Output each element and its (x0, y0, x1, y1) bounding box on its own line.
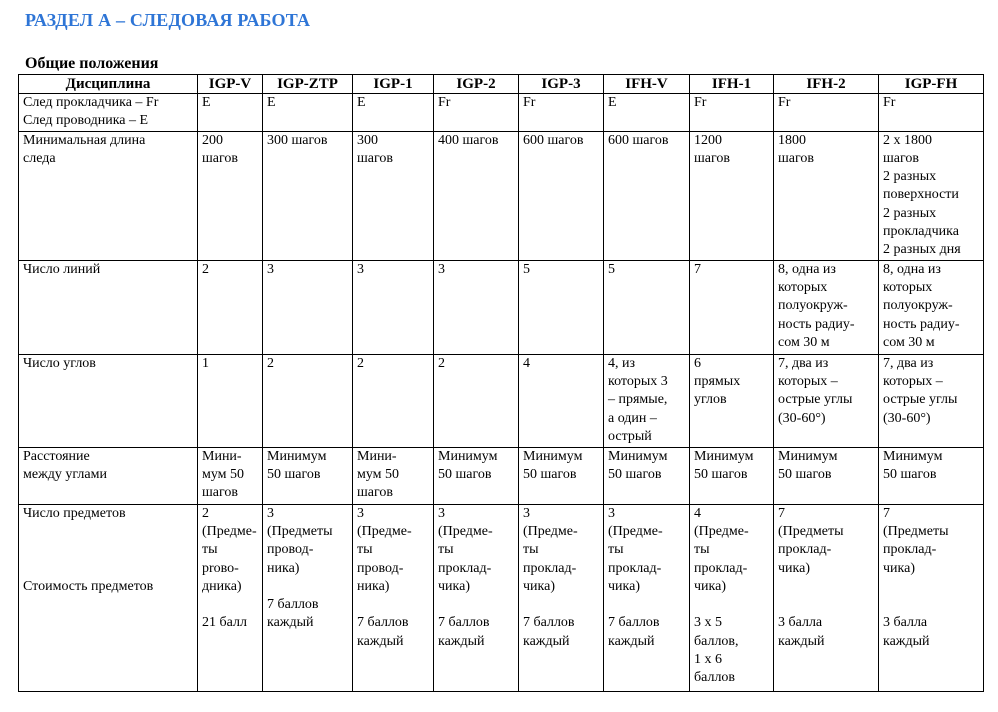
table-cell (774, 447, 879, 504)
cell-text: 2 (267, 355, 274, 371)
row-label (19, 354, 198, 447)
cell-text: 7, два из которых – острые углы (30-60°) (883, 355, 958, 426)
table-cell (353, 94, 434, 132)
cell-text: Минимум 50 шагов (438, 448, 498, 482)
table-cell (879, 260, 984, 354)
cell-text: 1200 шагов (694, 132, 730, 166)
cell-text: Минимум 50 шагов (608, 448, 668, 482)
table-cell (690, 447, 774, 504)
table-cell (690, 131, 774, 260)
table-cell (198, 131, 263, 260)
table-cell (353, 504, 434, 691)
table-cell (774, 94, 879, 132)
table-cell (604, 131, 690, 260)
table-cell (198, 260, 263, 354)
cell-text: 3 (Предме- ты проклад- чика) 7 баллов каждый (523, 505, 578, 649)
cell-text: 300 шагов (357, 132, 393, 166)
cell-text: 7 (Предметы проклад- чика) 3 балла каждый (883, 505, 949, 649)
table-cell (434, 447, 519, 504)
row-label-text: Расстояние между углами (23, 448, 107, 482)
table-cell (434, 260, 519, 354)
cell-text: Fr (523, 95, 536, 110)
table-cell (774, 260, 879, 354)
row-label (19, 260, 198, 354)
table-cell (519, 354, 604, 447)
cell-text: Fr (694, 95, 707, 110)
cell-text: Минимум 50 шагов (267, 448, 327, 482)
table-cell (263, 131, 353, 260)
cell-text: 3 (267, 261, 274, 277)
header-col: IGP-2 (434, 75, 519, 94)
cell-text: 1800 шагов (778, 132, 814, 166)
table-cell (263, 94, 353, 132)
row-label-text: Минимальная длина следа (23, 132, 146, 166)
table-cell (604, 354, 690, 447)
row-label (19, 504, 198, 691)
table-cell (774, 504, 879, 691)
row-label (19, 94, 198, 132)
table-row (19, 504, 984, 691)
table-cell (519, 504, 604, 691)
cell-text: Минимум 50 шагов (883, 448, 943, 482)
cell-text: 2 (202, 261, 209, 277)
table-cell (879, 94, 984, 132)
cell-text: E (202, 95, 211, 110)
table-cell (263, 504, 353, 691)
cell-text: 6 прямых углов (694, 355, 741, 408)
row-label (19, 447, 198, 504)
cell-text: Минимум 50 шагов (778, 448, 838, 482)
subtitle: Общие положения (25, 55, 159, 72)
cell-text: 3 (Предме- ты провод- ника) 7 баллов каждый (357, 505, 412, 649)
cell-text: 4 (Предме- ты проклад- чика) 3 x 5 баллов, 1 x 6 баллов (694, 505, 749, 686)
cell-text: E (608, 95, 617, 110)
table-row (19, 131, 984, 260)
table-cell (434, 131, 519, 260)
cell-text: 2 (438, 355, 445, 371)
table-cell (519, 131, 604, 260)
cell-text: 2 (357, 355, 364, 371)
table-cell (263, 447, 353, 504)
cell-text: 2 (Предме- ты prово- дника) 21 балл (202, 505, 257, 631)
cell-text: 8, одна из которых полуокруж- ность радиу- сом 30 м (883, 261, 960, 350)
header-col: IGP-1 (353, 75, 434, 94)
header-col: IFH-1 (690, 75, 774, 94)
table-cell (353, 131, 434, 260)
section-title: РАЗДЕЛ А – СЛЕДОВАЯ РАБОТА (25, 10, 311, 30)
cell-text: Fr (438, 95, 451, 110)
row-label-text: След прокладчика – Fr След проводника – E (23, 95, 159, 129)
header-discipline: Дисциплина (19, 75, 198, 94)
header-col: IGP-3 (519, 75, 604, 94)
cell-text: 2 x 1800 шагов 2 разных поверхности 2 разных прокладчика 2 разных дня (883, 132, 961, 258)
table-cell (604, 94, 690, 132)
table-cell (519, 94, 604, 132)
disciplines-table (18, 74, 984, 692)
table-cell (198, 504, 263, 691)
cell-text: 3 (Предме- ты проклад- чика) 7 баллов каждый (608, 505, 663, 649)
table-cell (519, 447, 604, 504)
table-cell (774, 354, 879, 447)
table-cell (353, 447, 434, 504)
cell-text: 300 шагов (267, 132, 328, 148)
cell-text: 200 шагов (202, 132, 238, 166)
cell-text: 400 шагов (438, 132, 499, 148)
table-cell (263, 260, 353, 354)
cell-text: 4 (523, 355, 530, 371)
table-cell (690, 94, 774, 132)
cell-text: 3 (357, 261, 364, 277)
cell-text: Минимум 50 шагов (523, 448, 583, 482)
cell-text: 600 шагов (608, 132, 669, 148)
table-cell (604, 504, 690, 691)
table-cell (604, 260, 690, 354)
row-label-text: Число линий (23, 261, 101, 277)
table-cell (434, 354, 519, 447)
table-cell (604, 447, 690, 504)
table-cell (198, 447, 263, 504)
header-row (19, 75, 984, 94)
table-row (19, 94, 984, 132)
cell-text: 3 (Предме- ты проклад- чика) 7 баллов каждый (438, 505, 493, 649)
row-label-text: Число углов (23, 355, 96, 371)
table-cell (434, 504, 519, 691)
cell-text: 5 (523, 261, 530, 277)
row-label (19, 131, 198, 260)
header-col: IGP-FH (879, 75, 984, 94)
row-label-text: Число предметов Стоимость предметов (23, 505, 154, 594)
cell-text: 3 (438, 261, 445, 277)
cell-text: 7 (694, 261, 701, 277)
cell-text: 1 (202, 355, 209, 371)
table-cell (690, 260, 774, 354)
table-cell (879, 504, 984, 691)
cell-text: 7 (Предметы проклад- чика) 3 балла каждый (778, 505, 844, 649)
cell-text: E (267, 95, 276, 110)
table-cell (879, 354, 984, 447)
cell-text: 8, одна из которых полуокруж- ность радиу- сом 30 м (778, 261, 855, 350)
table-cell (879, 447, 984, 504)
cell-text: 7, два из которых – острые углы (30-60°) (778, 355, 853, 426)
table-cell (353, 260, 434, 354)
table-row (19, 354, 984, 447)
header-col: IGP-ZTP (263, 75, 353, 94)
cell-text: 600 шагов (523, 132, 584, 148)
header-col: IFH-2 (774, 75, 879, 94)
table-row (19, 447, 984, 504)
table-row (19, 260, 984, 354)
table-cell (263, 354, 353, 447)
cell-text: Минимум 50 шагов (694, 448, 754, 482)
table-cell (198, 354, 263, 447)
cell-text: 5 (608, 261, 615, 277)
cell-text: Fr (883, 95, 896, 110)
cell-text: Fr (778, 95, 791, 110)
cell-text: E (357, 95, 366, 110)
table-cell (353, 354, 434, 447)
table-cell (519, 260, 604, 354)
cell-text: 3 (Предметы провод- ника) 7 баллов каждый (267, 505, 333, 631)
table-cell (774, 131, 879, 260)
table-cell (198, 94, 263, 132)
table-cell (434, 94, 519, 132)
table-cell (690, 354, 774, 447)
table-cell (690, 504, 774, 691)
cell-text: 4, из которых 3 – прямые, а один – острый (608, 355, 668, 444)
cell-text: Мини- мум 50 шагов (202, 448, 245, 501)
header-col: IGP-V (198, 75, 263, 94)
cell-text: Мини- мум 50 шагов (357, 448, 400, 501)
table-cell (879, 131, 984, 260)
header-col: IFH-V (604, 75, 690, 94)
